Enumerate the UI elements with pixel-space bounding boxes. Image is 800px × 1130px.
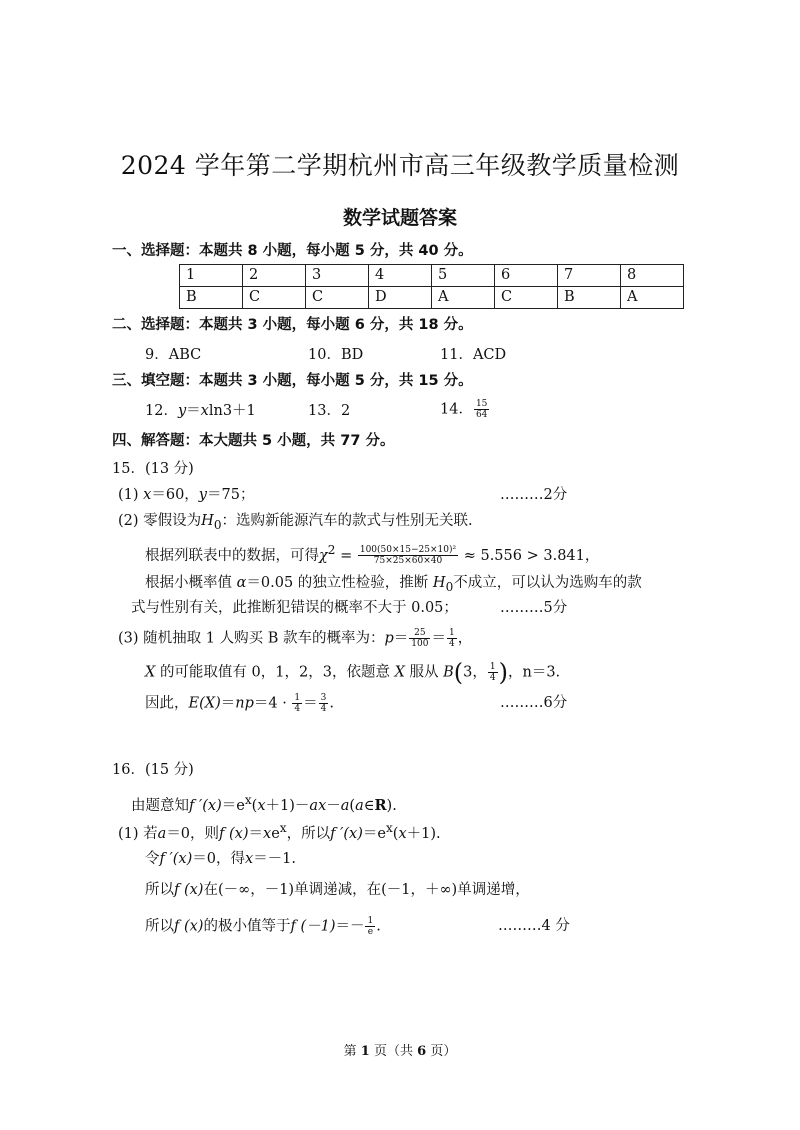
text: 不成立，可以认为选购车的款	[453, 575, 642, 591]
math-var: f ′(x)	[159, 851, 193, 867]
text: ＋1).	[406, 825, 441, 842]
subscript: 0	[213, 517, 222, 532]
fraction	[319, 693, 329, 714]
text: ，n＝3.	[507, 664, 561, 681]
subscript: 0	[445, 579, 454, 594]
q15-part2-line2	[145, 540, 599, 566]
math-var: H	[432, 575, 446, 591]
table-cell: D	[369, 287, 432, 309]
table-cell: C	[243, 287, 306, 309]
text: ＝－	[335, 918, 365, 935]
section4-heading: 四、解答题：本大题共 5 小题，共 77 分。	[112, 433, 395, 449]
math-var: x	[143, 487, 152, 503]
text: ：选购新能源汽车的款式与性别无关联.	[221, 513, 473, 529]
q15-part3-line2	[145, 658, 561, 687]
table-cell: C	[306, 287, 369, 309]
math-var: a	[340, 797, 350, 814]
fraction	[358, 545, 458, 566]
text: 服从	[409, 664, 439, 681]
fill-answer-14	[440, 399, 490, 420]
q15-part3-line3	[145, 693, 334, 714]
math-var: B	[443, 664, 454, 681]
text: .	[376, 918, 381, 935]
score-mark: ………5分	[500, 600, 568, 616]
text: ＝－1.	[253, 851, 297, 867]
math-var: E(X)	[188, 695, 221, 712]
table-cell: C	[495, 287, 558, 309]
text: ＝	[303, 695, 318, 712]
numerator: 1	[367, 916, 374, 926]
superscript: x	[385, 821, 393, 835]
text: ＝4 ·	[253, 695, 292, 712]
text: ＝75；	[207, 487, 255, 503]
math-var: y	[198, 487, 207, 503]
text: 第	[343, 1044, 357, 1059]
fraction	[447, 628, 457, 649]
math-var: f ′(x)	[330, 825, 363, 842]
page-subtitle: 数学试题答案	[342, 207, 457, 229]
q15-part2-line3	[145, 573, 642, 597]
text: ＝0，得	[192, 851, 245, 867]
section1-heading: 一、选择题：本题共 8 小题，每小题 5 分，共 40 分。	[112, 243, 473, 259]
text: ，所以	[286, 825, 331, 842]
math-var: f (x)	[174, 918, 204, 935]
fraction	[409, 628, 430, 649]
answer-table-number-row	[180, 265, 684, 287]
table-cell: 3	[306, 265, 369, 287]
numerator: 1	[489, 662, 496, 672]
score-mark: ………2分	[500, 487, 568, 503]
text: 根据小概率值	[145, 575, 232, 591]
text: (	[392, 825, 399, 842]
numerator: 15	[475, 399, 488, 409]
text: ≈ 5.556 > 3.841，	[459, 547, 600, 564]
text: =	[335, 547, 357, 564]
fraction	[474, 399, 489, 420]
math-var: f (x)	[219, 825, 249, 842]
text: 的极小值等于	[203, 918, 291, 935]
math-var: f (－1)	[290, 918, 336, 935]
text: ＝	[393, 630, 409, 647]
fraction	[365, 916, 375, 937]
text: 因此，	[145, 695, 189, 712]
math-var: x	[200, 403, 209, 419]
math-var: np	[235, 695, 254, 712]
denominator: 4	[320, 704, 327, 714]
math-var: f (x)	[174, 882, 204, 898]
superscript: x	[244, 793, 252, 807]
text: 所以	[145, 882, 174, 898]
answer-item: 10．BD	[308, 347, 364, 363]
numerator: 1	[294, 693, 301, 703]
numerator: 1	[448, 628, 455, 638]
text: ln3＋1	[208, 403, 256, 419]
fraction	[488, 662, 498, 683]
text: ，	[457, 630, 473, 647]
text: ＝0，则	[166, 825, 220, 842]
q15-part3-line1	[118, 628, 472, 649]
numerator: 25	[409, 628, 430, 639]
text: (	[349, 797, 356, 814]
page-total: 6	[417, 1044, 427, 1059]
text: ＝	[431, 630, 446, 647]
q16-part1-line4	[145, 916, 381, 937]
left-paren: (	[453, 658, 464, 687]
table-cell: B	[180, 287, 243, 309]
math-var: x	[257, 797, 266, 814]
text: (3) 随机抽取 1 人购买 B 款车的概率为：	[118, 630, 385, 647]
text: 页）	[430, 1044, 457, 1059]
page-footer	[0, 1040, 800, 1059]
math-var: a	[355, 797, 364, 814]
q16-part1-line1	[118, 818, 441, 844]
text: ＝e	[362, 825, 386, 842]
text: ＝60，	[151, 487, 199, 503]
denominator: 75×25×60×40	[373, 556, 443, 567]
section2-heading: 二、选择题：本题共 3 小题，每小题 6 分，共 18 分。	[112, 317, 473, 333]
math-set: R	[374, 796, 387, 814]
text: 3，	[463, 664, 487, 681]
table-cell: A	[432, 287, 495, 309]
right-paren: )	[498, 658, 508, 687]
text: (1) 若	[118, 825, 158, 842]
score-mark: ………4 分	[498, 918, 570, 934]
denominator: 64	[475, 410, 488, 420]
answer-table-answer-row	[180, 287, 684, 309]
text: ＝0.05 的独立性检验，推断	[246, 575, 429, 591]
table-cell: 7	[558, 265, 621, 287]
table-cell: 8	[621, 265, 684, 287]
text: ＝e	[221, 797, 245, 814]
section3-heading: 三、填空题：本题共 3 小题，每小题 5 分，共 15 分。	[112, 373, 473, 389]
q16-header: 16．(15 分)	[112, 762, 194, 778]
table-cell: 2	[243, 265, 306, 287]
text: 根据列联表中的数据，可得	[145, 547, 319, 564]
page-number: 1	[360, 1044, 370, 1059]
math-var: f ′(x)	[189, 797, 222, 814]
text: ∈	[363, 797, 375, 814]
text: 在(－∞，－1)单调递减，在(－1，＋∞)单调递增，	[203, 882, 530, 898]
text: (2) 零假设为	[118, 513, 202, 529]
numerator: 3	[320, 693, 327, 703]
table-cell: A	[621, 287, 684, 309]
fill-answer-12	[145, 401, 256, 421]
denominator: e	[367, 927, 374, 937]
text: ＝	[186, 403, 201, 419]
math-var: X	[145, 664, 156, 681]
text: 的可能取值有 0，1，2，3，依题意	[159, 664, 390, 681]
superscript: x	[279, 821, 287, 835]
text: ＋1)－	[265, 797, 310, 814]
text: .	[329, 695, 334, 712]
answer-table	[179, 264, 684, 309]
math-var: χ	[319, 547, 328, 564]
text: 12．	[145, 403, 178, 419]
fraction	[292, 693, 302, 714]
math-var: H	[201, 513, 214, 529]
q15-part2-line4: 式与性别有关，此推断犯错误的概率不大于 0.05；	[131, 600, 458, 616]
text: ＝	[248, 825, 264, 842]
text: －	[326, 797, 341, 814]
table-cell: 6	[495, 265, 558, 287]
text: 令	[145, 851, 160, 867]
answer-item: 9．ABC	[145, 347, 202, 363]
text: 页（共	[373, 1044, 413, 1059]
table-cell: 5	[432, 265, 495, 287]
math-var: x	[245, 851, 254, 867]
score-mark: ………6分	[500, 695, 568, 711]
text: (1)	[118, 487, 139, 503]
math-var: α	[236, 575, 247, 591]
denominator: 4	[448, 639, 455, 649]
math-var: p	[384, 630, 394, 647]
math-var: ax	[309, 797, 327, 814]
text: e	[271, 825, 280, 842]
text: ).	[386, 797, 397, 814]
table-cell: 1	[180, 265, 243, 287]
q16-intro	[131, 790, 397, 816]
text: 14．	[440, 401, 473, 418]
denominator: 4	[489, 673, 496, 683]
superscript: 2	[327, 543, 336, 557]
fill-answer-13: 13．2	[308, 403, 351, 419]
q15-part2-line1	[118, 511, 473, 535]
table-cell: 4	[369, 265, 432, 287]
denominator: 4	[294, 704, 301, 714]
page-title: 2024 学年第二学期杭州市高三年级教学质量检测	[120, 151, 680, 180]
text: ＝	[220, 695, 236, 712]
q15-part1	[118, 485, 254, 505]
math-var: y	[177, 403, 187, 419]
math-var: a	[157, 825, 167, 842]
q16-part1-line3	[145, 880, 530, 900]
math-var: X	[394, 664, 405, 681]
q15-header: 15．(13 分)	[112, 461, 194, 477]
text: 由题意知	[131, 797, 189, 814]
answer-item: 11．ACD	[440, 347, 507, 363]
text: 所以	[145, 918, 174, 935]
math-var: x	[263, 825, 272, 842]
q16-part1-line2	[145, 849, 296, 869]
table-cell: B	[558, 287, 621, 309]
text: (	[251, 797, 258, 814]
math-var: x	[398, 825, 407, 842]
denominator: 100	[411, 639, 429, 649]
numerator: 100(50×15−25×10)²	[359, 545, 457, 556]
